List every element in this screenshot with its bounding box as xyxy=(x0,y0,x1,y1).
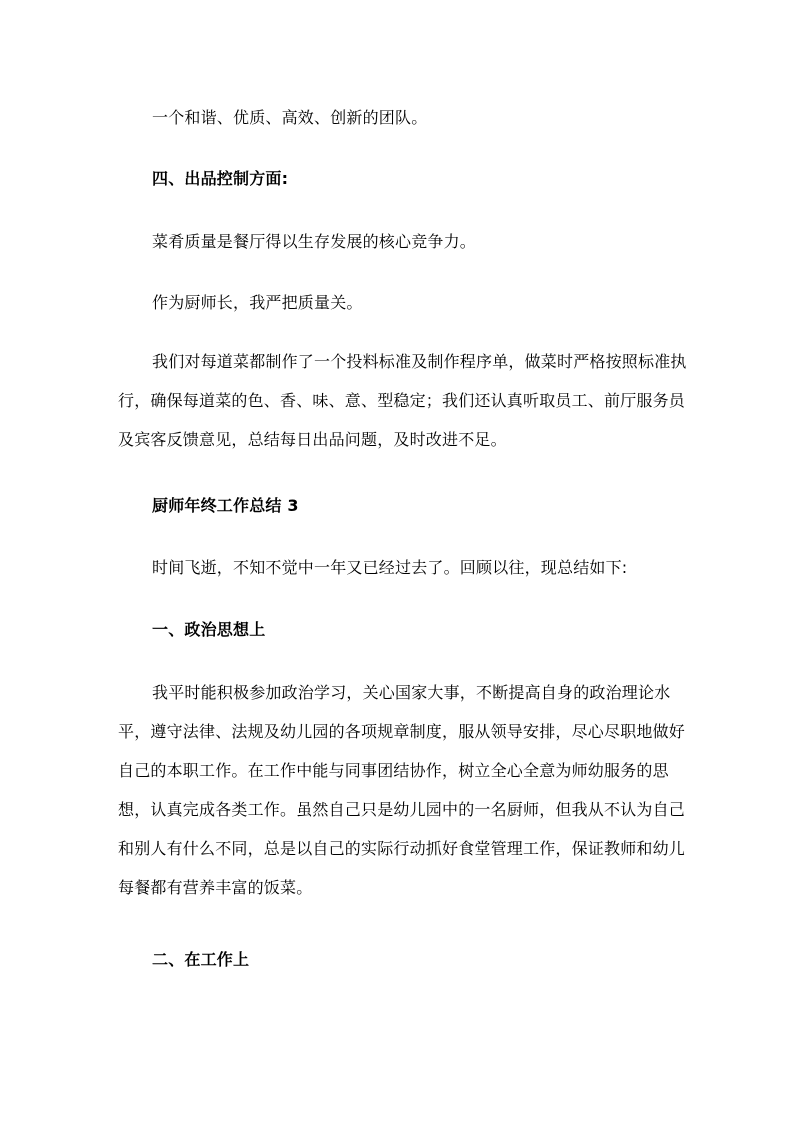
paragraph-dish-quality: 菜肴质量是餐厅得以生存发展的核心竞争力。 xyxy=(152,232,477,251)
heading-summary-3: 厨师年终工作总结 3 xyxy=(152,496,299,515)
paragraph-team: 一个和谐、优质、高效、创新的团队。 xyxy=(152,108,428,127)
paragraph-political-study: 我平时能积极参加政治学习，关心国家大事，不断提高自身的政治理论水平，遵守法律、法规及幼儿园的各项规章制度，服从领导安排，尽心尽职地做好自己的本职工作。在工作中能与同事团结协作，树立全心全意为师幼服务的思想，认真完成各类工作。虽然自己只是幼儿园中的一名厨师，但我从不认为自己和别人有什么不同，总是以自己的实际行动抓好食堂管理工作，保证教师和幼儿每餐都有营养丰富的饭菜。 xyxy=(118,683,686,897)
heading-output-control: 四、出品控制方面: xyxy=(152,169,289,188)
heading-political-thought: 一、政治思想上 xyxy=(152,620,266,639)
paragraph-head-chef: 作为厨师长，我严把质量关。 xyxy=(152,293,363,312)
paragraph-time-flies: 时间飞逝，不知不觉中一年又已经过去了。回顾以往，现总结如下: xyxy=(152,558,628,577)
paragraph-standards: 我们对每道菜都制作了一个投料标准及制作程序单，做菜时严格按照标准执行，确保每道菜的色、香、味、意、型稳定；我们还认真听取员工、前厅服务员及宾客反馈意见，总结每日出品问题，及时改进不足。 xyxy=(118,352,687,449)
heading-at-work: 二、在工作上 xyxy=(152,950,250,969)
